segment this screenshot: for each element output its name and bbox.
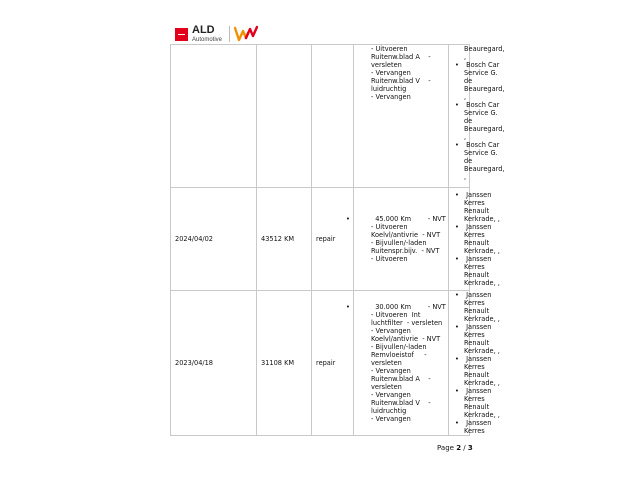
garage-text: Janssen: [464, 191, 492, 199]
garage-text: ,: [464, 93, 467, 101]
table-row: [171, 188, 470, 291]
garage-text: Beauregard,: [464, 85, 505, 93]
work-line: - Bijvullen/-laden: [371, 239, 427, 247]
garage-line: [464, 427, 485, 435]
work-line: Remvloeistof -: [371, 351, 427, 359]
page-separator: /: [463, 444, 466, 452]
work-line: Ruitenw.blad A -: [371, 375, 431, 383]
garage-text: Janssen: [464, 419, 492, 427]
garage-text: Service G.: [464, 109, 498, 117]
garage-line: [464, 125, 505, 133]
bullet-icon: •: [455, 355, 459, 363]
garage-line: [455, 223, 492, 231]
garage-text: Renault: [464, 403, 490, 411]
garage-text: Beauregard,: [464, 45, 505, 53]
garage-line: [464, 69, 498, 77]
garage-line: [455, 255, 492, 263]
mileage-cell: [257, 45, 312, 188]
work-line: Koelvl/antivrie - NVT: [371, 231, 441, 239]
garage-line: [455, 141, 500, 149]
garage-line: [464, 45, 505, 53]
garage-line: [464, 299, 485, 307]
work-line: - Bijvullen/-laden: [371, 343, 427, 351]
work-line: Ruitenspr.bijv. - NVT: [371, 247, 440, 255]
garage-line: [455, 191, 492, 199]
bullet-icon: •: [346, 303, 350, 311]
table-row: [171, 291, 470, 436]
work-line: luidruchtig: [371, 85, 407, 93]
bullet-icon: •: [455, 101, 459, 109]
bullet-icon: •: [455, 141, 459, 149]
garage-line: [464, 339, 490, 347]
garage-line: [464, 207, 490, 215]
garage-line: [455, 387, 492, 395]
work-line: Ruitenw.blad V -: [371, 399, 431, 407]
maintenance-history-table: [170, 44, 505, 436]
garage-text: Kerkrade, ,: [464, 411, 500, 419]
garage-text: Kerres: [464, 427, 485, 435]
bullet-icon: •: [455, 419, 459, 427]
type-cell: repair: [312, 291, 354, 436]
bullet-icon: •: [455, 191, 459, 199]
garage-text: Renault: [464, 371, 490, 379]
garage-line: [455, 355, 492, 363]
garage-line: [464, 331, 485, 339]
garage-text: Janssen: [464, 323, 492, 331]
page-total: 3: [467, 444, 473, 452]
work-line: Ruitenw.blad V -: [371, 77, 431, 85]
garage-text: Service G.: [464, 149, 498, 157]
garage-line: [464, 117, 473, 125]
bullet-icon: •: [346, 215, 350, 223]
garage-line: [455, 291, 492, 299]
logo-divider: [229, 26, 230, 42]
work-line: - Uitvoeren: [371, 255, 408, 263]
garage-text: Kerres: [464, 231, 485, 239]
ald-logo-name: ALD: [192, 24, 215, 36]
garage-text: Janssen: [464, 387, 492, 395]
garage-text: Kerres: [464, 299, 485, 307]
garage-text: Janssen: [464, 355, 492, 363]
work-line: Koelvl/antivrie - NVT: [371, 335, 441, 343]
bullet-icon: •: [455, 291, 459, 299]
garage-text: ,: [464, 133, 467, 141]
garage-text: Kerres: [464, 331, 485, 339]
work-line: versleten: [371, 383, 402, 391]
work-line: - Vervangen: [371, 69, 411, 77]
garage-line: [464, 109, 498, 117]
date-cell: [171, 45, 257, 188]
garage-line: [455, 101, 500, 109]
work-line: 30.000 Km - NVT: [371, 303, 446, 311]
garage-text: Janssen: [464, 255, 492, 263]
garage-text: Bosch Car: [464, 101, 500, 109]
garage-line: [464, 93, 465, 101]
garage-line: [464, 247, 500, 255]
garage-text: Renault: [464, 271, 490, 279]
work-line: - Vervangen: [371, 391, 411, 399]
garage-line: [455, 323, 492, 331]
work-line: luidruchtig: [371, 407, 407, 415]
garage-text: Beauregard,: [464, 165, 505, 173]
garage-line: [455, 419, 492, 427]
garage-text: de: [464, 77, 473, 85]
work-line: - Uitvoeren: [371, 45, 408, 53]
bullet-icon: •: [455, 323, 459, 331]
table-row: [171, 45, 470, 188]
garage-cell: [449, 45, 505, 188]
garage-text: Kerkrade, ,: [464, 279, 500, 287]
garage-line: [464, 215, 500, 223]
date-cell: 2024/04/02: [171, 188, 257, 291]
date-cell: 2023/04/18: [171, 291, 257, 436]
garage-line: [464, 395, 485, 403]
work-line: Ruitenw.blad A -: [371, 53, 431, 61]
garage-text: Kerres: [464, 363, 485, 371]
garage-line: [464, 199, 485, 207]
ald-red-square-icon: [175, 28, 188, 41]
garage-line: [464, 85, 505, 93]
garage-cell: [449, 188, 500, 291]
work-line: - Uitvoeren Int: [371, 311, 421, 319]
type-cell: [312, 45, 354, 188]
garage-text: Kerres: [464, 395, 485, 403]
work-line: - Uitvoeren: [371, 223, 408, 231]
garage-text: de: [464, 117, 473, 125]
type-cell: repair: [312, 188, 354, 291]
garage-text: Renault: [464, 239, 490, 247]
garage-line: [464, 271, 490, 279]
garage-text: Kerkrade, ,: [464, 215, 500, 223]
garage-line: [464, 133, 465, 141]
garage-line: [464, 173, 465, 181]
garage-line: [464, 403, 490, 411]
garage-line: [464, 411, 500, 419]
page-current: 2: [456, 444, 462, 452]
garage-line: [464, 157, 473, 165]
garage-cell: [449, 291, 500, 436]
work-cell: [346, 188, 449, 291]
garage-line: [464, 307, 490, 315]
page-label: Page: [437, 444, 454, 452]
garage-line: [464, 149, 498, 157]
garage-text: Service G.: [464, 69, 498, 77]
garage-line: [464, 279, 500, 287]
garage-line: [464, 315, 500, 323]
garage-text: ,: [464, 173, 467, 181]
garage-line: [464, 263, 485, 271]
garage-line: [464, 363, 485, 371]
work-line: - Vervangen: [371, 327, 411, 335]
work-line: versleten: [371, 61, 402, 69]
work-line: versleten: [371, 359, 402, 367]
garage-text: Beauregard,: [464, 125, 505, 133]
bullet-icon: •: [455, 255, 459, 263]
garage-text: de: [464, 157, 473, 165]
garage-text: Kerkrade, ,: [464, 315, 500, 323]
work-line: 45.000 Km - NVT: [371, 215, 446, 223]
work-line: - Vervangen: [371, 367, 411, 375]
garage-text: Kerkrade, ,: [464, 247, 500, 255]
mileage-cell: 43512 KM: [257, 188, 312, 291]
garage-text: ,: [464, 53, 467, 61]
garage-text: Kerres: [464, 263, 485, 271]
garage-line: [464, 379, 500, 387]
garage-text: Janssen: [464, 223, 492, 231]
garage-text: Bosch Car: [464, 61, 500, 69]
garage-text: Kerkrade, ,: [464, 347, 500, 355]
ald-automotive-logo: [175, 26, 222, 42]
garage-line: [464, 371, 490, 379]
bullet-icon: •: [455, 223, 459, 231]
bullet-icon: •: [455, 61, 459, 69]
garage-line: [464, 239, 490, 247]
garage-line: [464, 347, 500, 355]
garage-text: Kerres: [464, 199, 485, 207]
garage-text: Renault: [464, 307, 490, 315]
work-line: - Vervangen: [371, 415, 411, 423]
work-line: - Vervangen: [371, 93, 411, 101]
leaseplan-logo-icon: [234, 25, 258, 43]
ald-logo-subtitle: Automotive: [192, 37, 223, 43]
garage-text: Renault: [464, 207, 490, 215]
garage-line: [464, 231, 485, 239]
bullet-icon: •: [455, 387, 459, 395]
page-number: [437, 444, 473, 452]
work-cell: [346, 291, 449, 436]
mileage-cell: 31108 KM: [257, 291, 312, 436]
work-line: luchtfilter - versleten: [371, 319, 443, 327]
garage-line: [455, 61, 500, 69]
garage-text: Janssen: [464, 291, 492, 299]
garage-text: Kerkrade, ,: [464, 379, 500, 387]
garage-text: Renault: [464, 339, 490, 347]
garage-line: [464, 77, 473, 85]
work-cell: [354, 45, 449, 188]
garage-text: Bosch Car: [464, 141, 500, 149]
garage-line: [464, 165, 505, 173]
garage-line: [464, 53, 465, 61]
